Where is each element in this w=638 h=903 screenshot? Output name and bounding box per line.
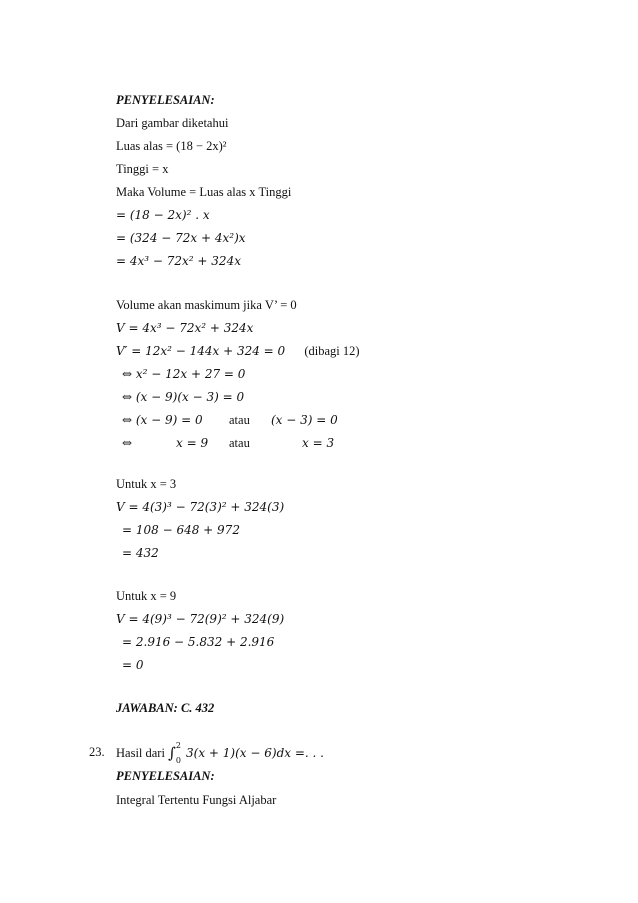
case-x9-title: Untuk x = 9: [116, 589, 177, 603]
factor-step-3: [122, 412, 203, 428]
factor-step-4-or: atau: [229, 436, 250, 450]
case-x3-line-2: = 108 − 648 + 972: [122, 523, 240, 537]
case-x3-line-1: V = 4(3)³ − 72(3)² + 324(3): [116, 500, 285, 514]
question-23-topic: Integral Tertentu Fungsi Aljabar: [116, 793, 277, 807]
case-x9-line-3: = 0: [122, 658, 144, 672]
integral-limits: [175, 741, 183, 765]
height-line: Tinggi = x: [116, 162, 169, 176]
root-x3: x = 3: [302, 436, 335, 450]
volume-definition-line: Maka Volume = Luas alas x Tinggi: [116, 185, 292, 199]
answer-line: JAWABAN: C. 432: [116, 701, 215, 715]
factor-step-1: ⇔ x² − 12x + 27 = 0: [122, 367, 246, 381]
volume-step-3: = 4x³ − 72x² + 324x: [116, 254, 241, 268]
factor-step-3-right: (x − 3) = 0: [271, 413, 338, 427]
factor-step-2: ⇔ (x − 9)(x − 3) = 0: [122, 390, 245, 404]
volume-function: V = 4x³ − 72x² + 324x: [116, 321, 254, 335]
integral-symbol: ∫: [168, 744, 176, 762]
root-x9: x = 9: [176, 436, 209, 450]
integral-upper-limit: 2: [175, 741, 181, 750]
derivative-equation: V′ = 12x² − 144x + 324 = 0: [116, 344, 286, 358]
volume-step-1: = (18 − 2x)² . x: [116, 208, 210, 222]
case-x9-line-2: = 2.916 − 5.832 + 2.916: [122, 635, 275, 649]
solution-heading: PENYELESAIAN:: [116, 93, 215, 107]
case-x9-line-1: V = 4(9)³ − 72(9)² + 324(9): [116, 612, 285, 626]
question-number: 23.: [89, 745, 105, 759]
given-text: Dari gambar diketahui: [116, 116, 229, 130]
volume-step-2: = (324 − 72x + 4x²)x: [116, 231, 246, 245]
case-x3-title: Untuk x = 3: [116, 477, 177, 491]
derivative-line: [116, 343, 360, 359]
case-x3-line-3: = 432: [122, 546, 159, 560]
factor-step-3-or: atau: [229, 413, 250, 427]
integral-lower-limit: 0: [175, 756, 181, 765]
question-23-heading: PENYELESAIAN:: [116, 769, 215, 783]
base-area-line: Luas alas = (18 − 2x)²: [116, 139, 227, 153]
factor-step-3-left: ⇔ (x − 9) = 0: [122, 413, 203, 427]
maximum-condition-text: Volume akan maskimum jika V’ = 0: [116, 298, 297, 312]
question-23-line: [116, 741, 324, 765]
derivative-note: (dibagi 12): [304, 344, 360, 358]
question-prefix: Hasil dari: [116, 746, 165, 760]
integral-expression: 3(x + 1)(x − 6)dx =. . .: [186, 746, 324, 760]
factor-step-4-left: ⇔: [122, 436, 133, 450]
